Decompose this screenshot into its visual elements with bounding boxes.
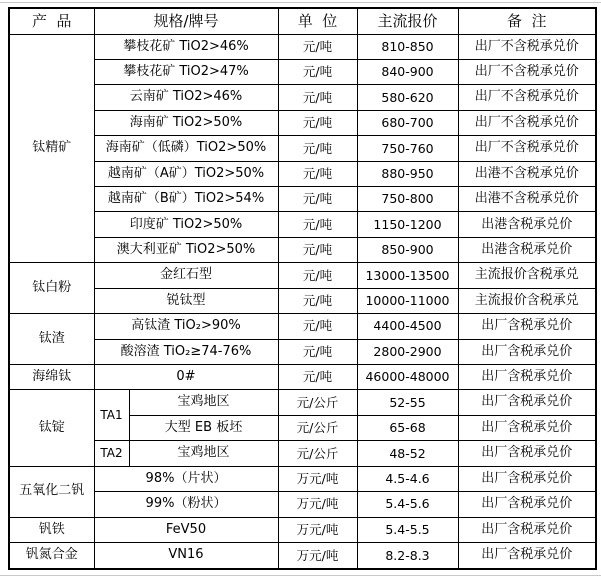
table-row [9,110,596,135]
unit-cell: 元/吨 [278,187,357,212]
price-cell: 5.4-5.6 [357,492,458,517]
spec-cell: FeV50 [94,517,278,542]
price-cell: 580-620 [357,85,458,110]
remark-cell: 出厂不含税承兑价 [458,34,596,59]
table-row [9,161,596,186]
remark-cell: 出厂不含税承兑价 [458,59,596,84]
spec-cell: 宝鸡地区 [129,390,278,415]
unit-cell: 元/吨 [278,339,357,364]
product-group-cell: 钒铁 [9,517,94,542]
col-header-remark: 备 注 [458,8,596,34]
unit-cell: 元/吨 [278,288,357,313]
unit-cell: 万元/吨 [278,517,357,542]
spec-cell: 大型 EB 板坯 [129,415,278,440]
unit-cell: 元/吨 [278,263,357,288]
spec-cell: VN16 [94,542,278,569]
price-cell: 810-850 [357,34,458,59]
top-divider [0,2,601,3]
table-row [9,85,596,110]
unit-cell: 元/吨 [278,161,357,186]
spec-cell: 99%（粉状） [94,492,278,517]
unit-cell: 元/吨 [278,136,357,161]
table-row [9,59,596,84]
spec-cell: 酸溶渣 TiO₂≥74-76% [94,339,278,364]
price-cell: 840-900 [357,59,458,84]
price-cell: 5.4-5.5 [357,517,458,542]
unit-cell: 元/公斤 [278,390,357,415]
remark-cell: 主流报价含税承兑 [458,263,596,288]
remark-cell: 出厂含税承兑价 [458,517,596,542]
price-cell: 52-55 [357,390,458,415]
product-group-cell: 钒氮合金 [9,542,94,569]
price-cell: 880-950 [357,161,458,186]
price-cell: 4400-4500 [357,314,458,339]
table-row [9,517,596,542]
price-cell: 2800-2900 [357,339,458,364]
spec-cell: 高钛渣 TiO₂>90% [94,314,278,339]
remark-cell: 出港含税承兑价 [458,237,596,262]
price-cell: 48-52 [357,441,458,466]
price-cell: 8.2-8.3 [357,542,458,569]
price-cell: 680-700 [357,110,458,135]
table-row [9,542,596,569]
unit-cell: 元/吨 [278,85,357,110]
spec-cell: 攀枝花矿 TiO2>47% [94,59,278,84]
price-cell: 4.5-4.6 [357,466,458,491]
unit-cell: 元/公斤 [278,441,357,466]
price-cell: 65-68 [357,415,458,440]
table-row [9,466,596,491]
price-cell: 10000-11000 [357,288,458,313]
product-group-cell: 钛渣 [9,314,94,365]
spec-cell: 宝鸡地区 [129,441,278,466]
unit-cell: 元/吨 [278,364,357,389]
bottom-divider [0,575,601,576]
spec-cell: 锐钛型 [94,288,278,313]
unit-cell: 元/吨 [278,314,357,339]
price-cell: 1150-1200 [357,212,458,237]
price-cell: 46000-48000 [357,364,458,389]
table-row [9,34,596,59]
col-header-product: 产 品 [9,8,94,34]
spec-cell: 云南矿 TiO2>46% [94,85,278,110]
remark-cell: 出厂含税承兑价 [458,542,596,569]
product-group-cell: 海绵钛 [9,364,94,389]
spec-cell: 澳大利亚矿 TiO2>50% [94,237,278,262]
unit-cell: 元/吨 [278,110,357,135]
product-group-cell: 钛精矿 [9,34,94,263]
price-cell: 13000-13500 [357,263,458,288]
remark-cell: 主流报价含税承兑 [458,288,596,313]
col-header-unit: 单 位 [278,8,357,34]
spec-cell: 金红石型 [94,263,278,288]
spec-cell: 0# [94,364,278,389]
spec-cell: 98%（片状） [94,466,278,491]
remark-cell: 出港不含税承兑价 [458,161,596,186]
product-group-cell: 钛白粉 [9,263,94,314]
unit-cell: 元/吨 [278,34,357,59]
ta-grade-cell: TA1 [94,390,129,441]
remark-cell: 出厂含税承兑价 [458,466,596,491]
unit-cell: 元/公斤 [278,415,357,440]
remark-cell: 出厂含税承兑价 [458,492,596,517]
unit-cell: 万元/吨 [278,492,357,517]
unit-cell: 元/吨 [278,237,357,262]
price-cell: 750-800 [357,187,458,212]
col-header-spec: 规格/牌号 [94,8,278,34]
table-row [9,339,596,364]
table-row [9,237,596,262]
spec-cell: 越南矿（A矿）TiO2>50% [94,161,278,186]
table-row [9,492,596,517]
price-cell: 750-760 [357,136,458,161]
table-row [9,390,596,415]
spec-cell: 海南矿（低磷）TiO2>50% [94,136,278,161]
remark-cell: 出厂含税承兑价 [458,364,596,389]
header-row [9,8,596,34]
price-cell: 850-900 [357,237,458,262]
ta-grade-cell: TA2 [94,441,129,466]
product-group-cell: 五氧化二钒 [9,466,94,517]
remark-cell: 出厂不含税承兑价 [458,136,596,161]
remark-cell: 出厂含税承兑价 [458,314,596,339]
remark-cell: 出厂含税承兑价 [458,441,596,466]
table-row [9,364,596,389]
titanium-price-table [8,7,597,570]
table-row [9,288,596,313]
remark-cell: 出厂不含税承兑价 [458,85,596,110]
remark-cell: 出厂含税承兑价 [458,339,596,364]
spec-cell: 印度矿 TiO2>50% [94,212,278,237]
table-row [9,263,596,288]
unit-cell: 元/吨 [278,59,357,84]
unit-cell: 万元/吨 [278,542,357,569]
table-row [9,187,596,212]
table-row [9,212,596,237]
spec-cell: 攀枝花矿 TiO2>46% [94,34,278,59]
spec-cell: 海南矿 TiO2>50% [94,110,278,135]
table-row [9,314,596,339]
unit-cell: 元/吨 [278,212,357,237]
table-row [9,136,596,161]
remark-cell: 出港不含税承兑价 [458,187,596,212]
product-group-cell: 钛锭 [9,390,94,466]
remark-cell: 出厂含税承兑价 [458,390,596,415]
col-header-price: 主流报价 [357,8,458,34]
remark-cell: 出港含税承兑价 [458,212,596,237]
table-row [9,441,596,466]
remark-cell: 出厂不含税承兑价 [458,110,596,135]
spec-cell: 越南矿（B矿）TiO2>54% [94,187,278,212]
unit-cell: 万元/吨 [278,466,357,491]
remark-cell: 出厂含税承兑价 [458,415,596,440]
